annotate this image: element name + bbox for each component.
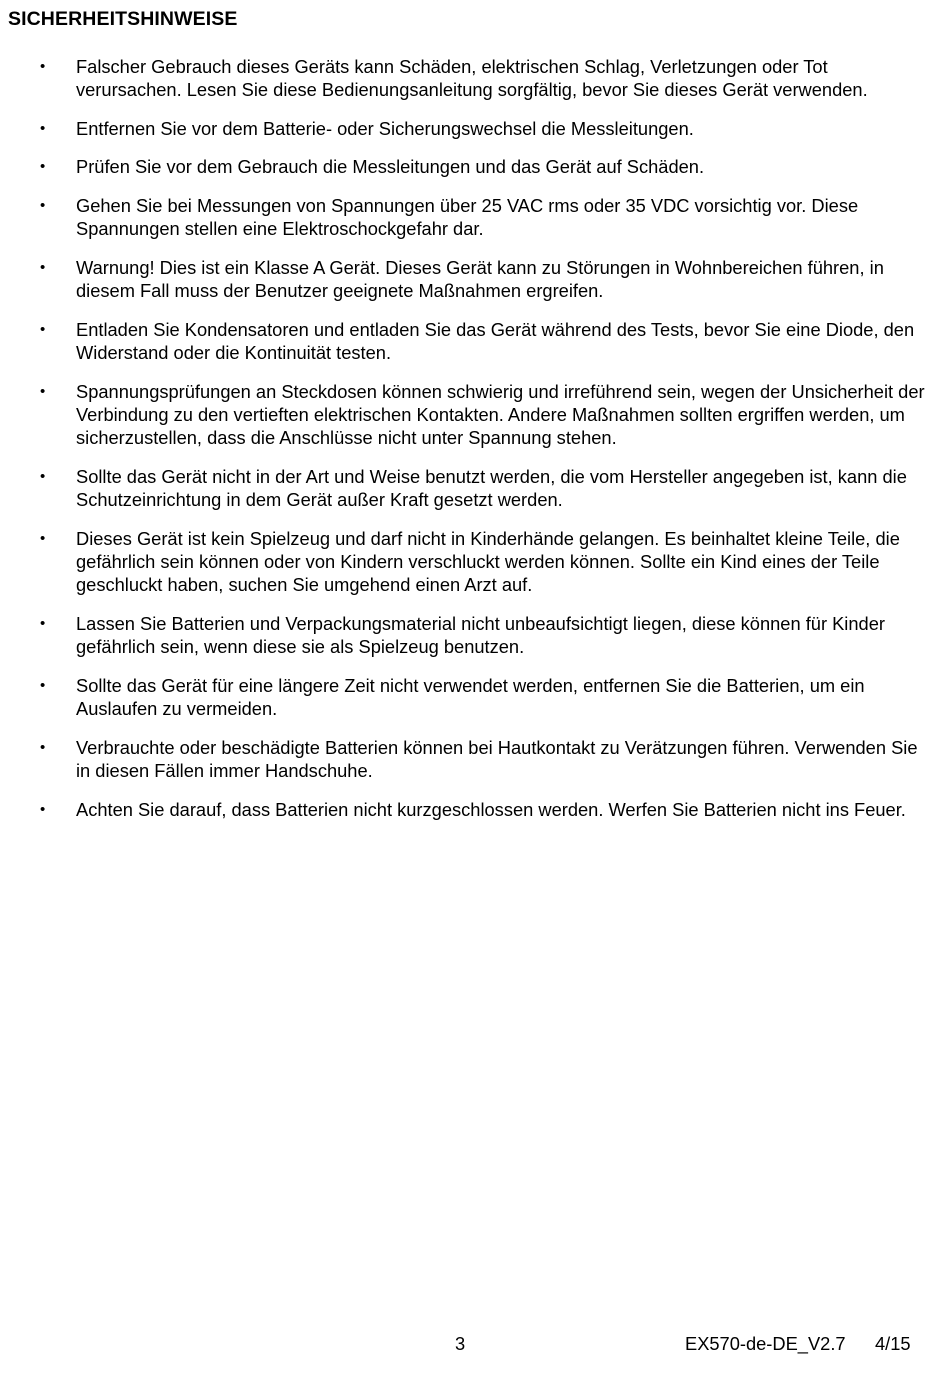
- list-item-text: Entfernen Sie vor dem Batterie- oder Sicherungswechsel die Messleitungen.: [76, 117, 694, 139]
- list-item: [0, 674, 950, 721]
- list-item-text: Sollte das Gerät für eine längere Zeit nicht verwendet werden, entfernen Sie die Batterien, um ein Auslaufen zu vermeiden.: [76, 674, 865, 720]
- bullet-icon: •: [40, 676, 46, 694]
- page-heading: SICHERHEITSHINWEISE: [8, 8, 238, 30]
- bullet-icon: •: [40, 615, 46, 633]
- list-item-text: Falscher Gebrauch dieses Geräts kann Schäden, elektrischen Schlag, Verletzungen oder Tot verursachen. Lesen Sie diese Bedienungsanleitung sorgfältig, bevor Sie dieses Gerät verwenden.: [76, 56, 868, 101]
- list-item: [0, 465, 950, 512]
- bullet-icon: •: [40, 58, 46, 75]
- bullet-icon: •: [40, 800, 46, 818]
- bullet-icon: •: [40, 738, 46, 756]
- list-item-text: Prüfen Sie vor dem Gebrauch die Messleitungen und das Gerät auf Schäden.: [76, 156, 705, 178]
- list-item-text: Dieses Gerät ist kein Spielzeug und darf nicht in Kinderhände gelangen. Es beinhaltet kleine Teile, die gefährlich sein können oder von Kindern verschluckt werden können. Sollte ein Kind eines der Teile geschluckt haben, suchen Sie umgehend einen Arzt auf.: [76, 527, 900, 596]
- list-item: [0, 798, 950, 821]
- list-item: [0, 117, 950, 140]
- bullet-icon: •: [40, 158, 46, 176]
- list-item: [0, 612, 950, 659]
- list-item-text: Achten Sie darauf, dass Batterien nicht kurzgeschlossen werden. Werfen Sie Batterien nicht ins Feuer.: [76, 798, 906, 820]
- safety-instructions-list: [0, 55, 950, 836]
- bullet-icon: •: [40, 320, 46, 338]
- bullet-icon: •: [40, 258, 46, 276]
- bullet-icon: •: [40, 119, 46, 137]
- bullet-icon: •: [40, 529, 46, 547]
- list-item-text: Warnung! Dies ist ein Klasse A Gerät. Dieses Gerät kann zu Störungen in Wohnbereichen führen, in diesem Fall muss der Benutzer geeignete Maßnahmen ergreifen.: [76, 256, 884, 302]
- page-number: 3: [455, 1333, 466, 1354]
- list-item: [0, 194, 950, 241]
- list-item: [0, 527, 950, 597]
- list-item-text: Sollte das Gerät nicht in der Art und Weise benutzt werden, die vom Hersteller angegeben ist, kann die Schutzeinrichtung in dem Gerät außer Kraft gesetzt werden.: [76, 465, 907, 511]
- list-item: [0, 155, 950, 178]
- list-item-text: Lassen Sie Batterien und Verpackungsmaterial nicht unbeaufsichtigt liegen, diese können für Kinder gefährlich sein, wenn diese sie als Spielzeug benutzen.: [76, 613, 885, 658]
- document-id: EX570-de-DE_V2.7: [685, 1333, 846, 1354]
- bullet-icon: •: [40, 467, 46, 485]
- list-item-text: Verbrauchte oder beschädigte Batterien können bei Hautkontakt zu Verätzungen führen. Verwenden Sie in diesen Fällen immer Handschuhe.: [76, 736, 918, 782]
- page-count: 4/15: [875, 1333, 911, 1354]
- bullet-icon: •: [40, 382, 46, 400]
- list-item-text: Entladen Sie Kondensatoren und entladen Sie das Gerät während des Tests, bevor Sie eine Diode, den Widerstand oder die Kontinuität testen.: [76, 318, 915, 364]
- bullet-icon: •: [40, 197, 46, 215]
- list-item: [0, 55, 950, 102]
- list-item: [0, 380, 950, 450]
- list-item: [0, 318, 950, 365]
- list-item: [0, 736, 950, 783]
- list-item-text: Spannungsprüfungen an Steckdosen können schwierig und irreführend sein, wegen der Unsicherheit der Verbindung zu den vertieften elektrischen Kontakten. Andere Maßnahmen sollten ergriffen werden, um sicherzustellen, dass die Anschlüsse nicht unter Spannung stehen.: [76, 380, 925, 449]
- list-item-text: Gehen Sie bei Messungen von Spannungen über 25 VAC rms oder 35 VDC vorsichtig vor. Diese Spannungen stellen eine Elektroschockgefahr dar.: [76, 195, 859, 240]
- list-item: [0, 256, 950, 303]
